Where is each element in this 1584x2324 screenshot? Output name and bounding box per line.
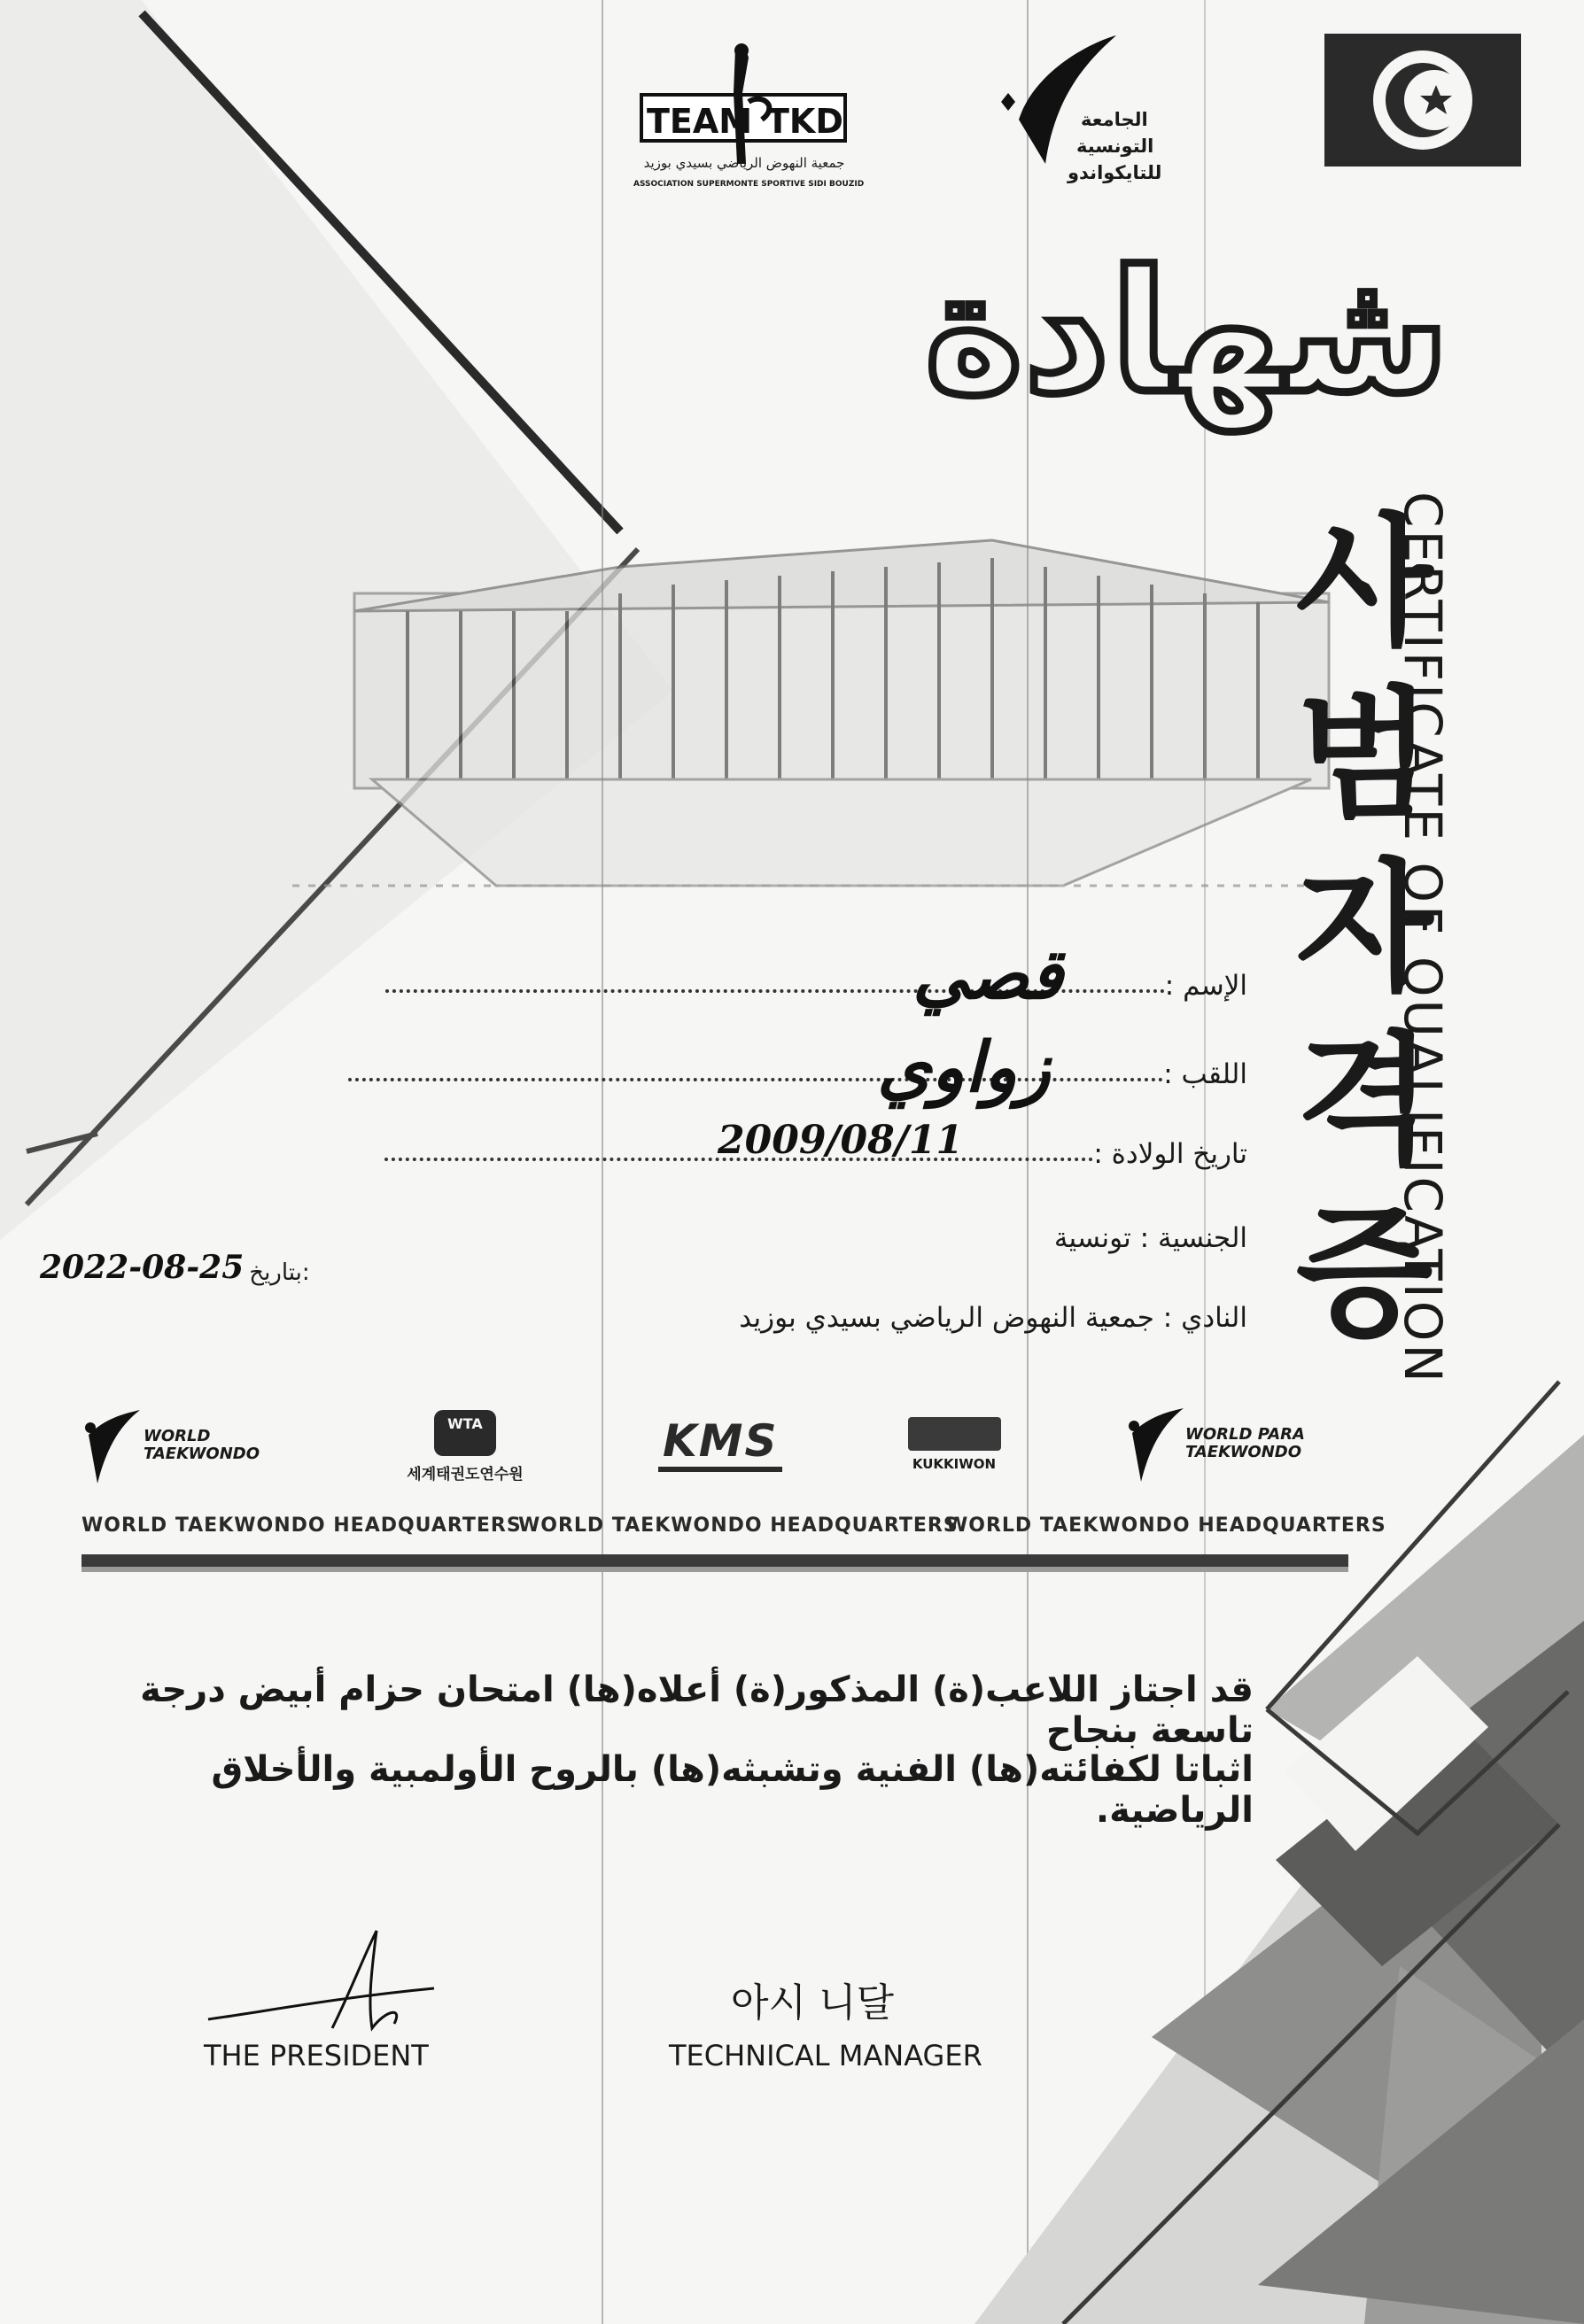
name-value: قصي xyxy=(912,934,1063,1015)
team-logo-latin: ASSOCIATION SUPERMONTE SPORTIVE SIDI BOUZID xyxy=(633,180,865,189)
tunisia-flag xyxy=(1324,34,1521,167)
team-tkd-logo xyxy=(629,40,865,208)
hq-label-3: WORLD TAEKWONDO HEADQUARTERS xyxy=(946,1514,1386,1537)
korean-char-3: 자 xyxy=(1295,845,1433,1011)
world-taekwondo-logo xyxy=(80,1408,283,1488)
surname-row xyxy=(348,1058,1247,1090)
team-logo-text: TEAM xyxy=(647,102,753,141)
title-english: CERTIFICATE OF QUALIFICATION xyxy=(1393,492,1453,1385)
date-row xyxy=(40,1249,310,1286)
surname-label: اللقب : xyxy=(1163,1058,1247,1090)
world-para-taekwondo-logo xyxy=(1123,1406,1363,1486)
kukkiwon-emblem xyxy=(908,1417,1001,1451)
kukkiwon-text: KUKKIWON xyxy=(912,1456,997,1472)
hq-bar-shadow xyxy=(82,1567,1348,1572)
club-label: النادي : جمعية النهوض الرياضي بسيدي بوزيد xyxy=(739,1302,1247,1334)
world-taekwondo-icon xyxy=(80,1408,142,1488)
federation-name-line3: للتايكواندو xyxy=(1068,162,1162,183)
manager-name-korean: 아시 니달 xyxy=(731,1980,895,2026)
wta-badge-text: WTA xyxy=(447,1415,483,1432)
team-logo-arabic: جمعية النهوض الرياضي بسيدي بوزيد xyxy=(643,155,845,171)
kms-logo xyxy=(654,1415,787,1477)
world-taekwondo-text: WORLD TAEKWONDO xyxy=(144,1427,260,1463)
federation-name-line2: التونسية xyxy=(1076,136,1154,157)
flag-emblem xyxy=(1324,34,1521,167)
birthdate-value: 2009/08/11 xyxy=(718,1118,964,1163)
hq-label-1: WORLD TAEKWONDO HEADQUARTERS xyxy=(82,1514,522,1537)
date-label: بتاريخ: xyxy=(249,1259,310,1286)
manager-label: TECHNICAL MANAGER xyxy=(669,2039,982,2072)
body-line-1: قد اجتاز اللاعب(ة) المذكور(ة) أعلاه(ها) امتحان حزام أبيض درجة تاسعة بنجاح xyxy=(140,1669,1254,1751)
hq-label-2: WORLD TAEKWONDO HEADQUARTERS xyxy=(518,1514,959,1537)
nationality-label: الجنسية : تونسية xyxy=(1053,1222,1247,1254)
world-para-taekwondo-icon xyxy=(1123,1406,1185,1486)
wta-korean-text: 세계태권도연수원 xyxy=(407,1466,524,1483)
nationality-row xyxy=(1054,1222,1247,1254)
surname-value: زواوي xyxy=(877,1027,1051,1108)
birthdate-label: تاريخ الولادة : xyxy=(1093,1138,1247,1170)
hq-bar xyxy=(82,1554,1348,1567)
president-signature xyxy=(199,1922,447,2046)
federation-name-line1: الجامعة xyxy=(1081,109,1148,130)
korean-char-5: 증 xyxy=(1295,1190,1433,1356)
korean-char-1: 사 xyxy=(1295,500,1433,665)
title-arabic: شهادة xyxy=(924,234,1450,430)
korean-char-2: 범 xyxy=(1295,672,1433,838)
president-label: THE PRESIDENT xyxy=(204,2039,429,2072)
name-row xyxy=(385,970,1247,1002)
federation-logo xyxy=(983,31,1161,190)
kms-underline xyxy=(658,1467,782,1472)
kms-text: KMS xyxy=(663,1415,779,1467)
body-line-2: اثباتا لكفائته(ها) الفنية وتشبثه(ها) بالروح الأولمبية والأخلاق الرياضية. xyxy=(211,1749,1254,1831)
wta-badge-icon xyxy=(394,1406,536,1460)
kukkiwon-logo xyxy=(904,1417,1006,1479)
team-logo-tkd: TKD xyxy=(766,102,843,141)
world-para-taekwondo-text: WORLD PARA TAEKWONDO xyxy=(1185,1425,1305,1461)
korean-char-4: 격 xyxy=(1295,1018,1433,1183)
club-row xyxy=(739,1302,1247,1334)
name-label: الإسم : xyxy=(1164,970,1247,1002)
building-sketch xyxy=(292,540,1329,886)
date-value: 2022-08-25 xyxy=(40,1249,245,1286)
wta-logo xyxy=(394,1406,536,1491)
